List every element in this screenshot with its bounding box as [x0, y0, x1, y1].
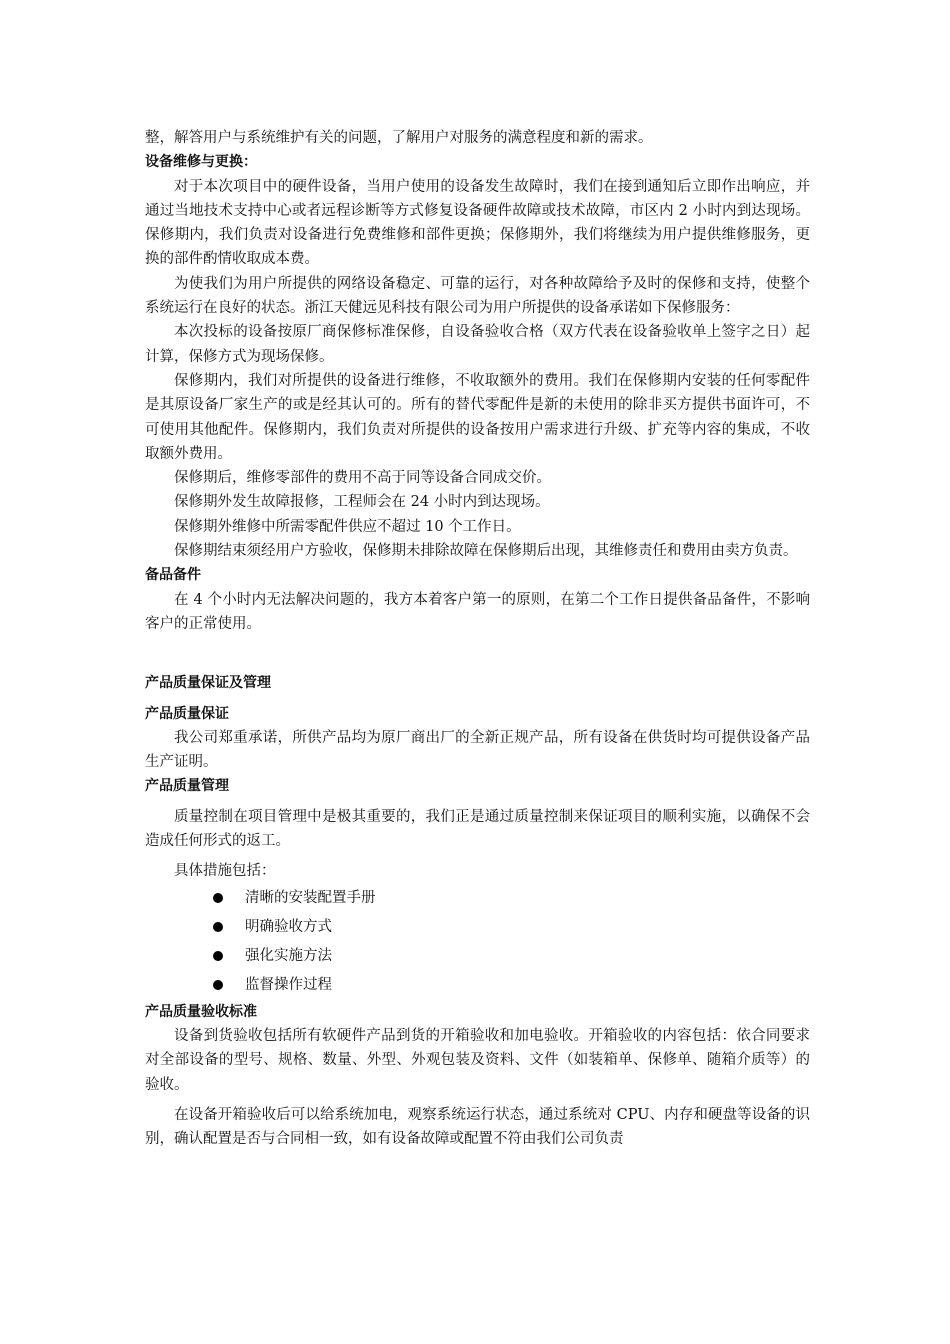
heading-maintenance: 设备维修与更换： [145, 154, 257, 171]
list-item: 监督操作过程 [145, 971, 810, 1000]
list-item: 强化实施方法 [145, 942, 810, 971]
maintenance-paragraph-7: 保修期外维修中所需零配件供应不超过 10 个工作日。 [174, 518, 521, 535]
spares-paragraph: 在 4 个小时内无法解决问题的，我方本着客户第一的原则，在第二个工作日提供备品备件，不影响客户的正常使用。 [145, 591, 810, 632]
bullet-icon [213, 951, 223, 961]
maintenance-paragraph-5: 保修期后，维修零部件的费用不高于同等设备合同成交价。 [174, 470, 551, 487]
bullet-icon [213, 922, 223, 932]
list-item: 清晰的安装配置手册 [145, 884, 810, 913]
acceptance-paragraph-2: 在设备开箱验收后可以给系统加电，观察系统运行状态，通过系统对 CPU、内存和硬盘等设备的识别，确认配置是否与合同相一致，如有设备故障或配置不符由我们公司负责 [145, 1106, 810, 1148]
bullet-icon [213, 980, 223, 990]
heading-quality-management: 产品质量管理 [145, 778, 229, 795]
maintenance-paragraph-4: 保修期内，我们对所提供的设备进行维修，不收取额外的费用。我们在保修期内安装的任何零配件是其原设备厂家生产的或是经其认可的。所有的替代零配件是新的未使用的除非买方提供书面许可，不可使用其他配件。保修期内，我们负责对所提供的设备按用户需求进行升级、扩充等内容的集成，不收取额外费用。 [145, 372, 810, 462]
section-spacer [145, 636, 810, 665]
quality-assurance-paragraph: 我公司郑重承诺，所供产品均为原厂商出厂的全新正规产品，所有设备在供货时均可提供设备产品生产证明。 [145, 729, 810, 771]
maintenance-paragraph-6: 保修期外发生故障报修，工程师会在 24 小时内到达现场。 [174, 494, 550, 511]
heading-quality-assurance: 产品质量保证 [145, 705, 229, 722]
maintenance-paragraph-3: 本次投标的设备按原厂商保修标准保修，自设备验收合格（双方代表在设备验收单上签字之日）起计算，保修方式为现场保修。 [145, 324, 810, 365]
acceptance-paragraph-1: 设备到货验收包括所有软硬件产品到货的开箱验收和加电验收。开箱验收的内容包括：依合同要求对全部设备的型号、规格、数量、外型、外观包装及资料、文件（如装箱单、保修单、随箱介质等）的验收。 [145, 1027, 810, 1093]
heading-acceptance: 产品质量验收标准 [145, 1003, 257, 1020]
document-body [145, 126, 810, 1151]
maintenance-paragraph-1: 对于本次项目中的硬件设备，当用户使用的设备发生故障时，我们在接到通知后立即作出响应，并通过当地技术支持中心或者远程诊断等方式修复设备硬件故障或技术故障，市区内 2 小时内到达现场。保修期内，我们负责对设备进行免费维修和部件更换；保修期外，我们将继续为用户提供维修服务，更换的部件酌情收取成本费。 [145, 178, 810, 268]
section-title-quality: 产品质量保证及管理 [145, 675, 271, 692]
intro-continuation: 整，解答用户与系统维护有关的问题，了解用户对服务的满意程度和新的需求。 [145, 130, 653, 146]
quality-management-paragraph: 质量控制在项目管理中是极其重要的，我们正是通过质量控制来保证项目的顺利实施，以确保不会造成任何形式的返工。 [145, 808, 810, 850]
maintenance-paragraph-2: 为使我们为用户所提供的网络设备稳定、可靠的运行，对各种故障给予及时的保修和支持，使整个系统运行在良好的状态。浙江天健远见科技有限公司为用户所提供的设备承诺如下保修服务： [145, 275, 810, 317]
heading-spares: 备品备件 [145, 567, 201, 584]
measures-intro: 具体措施包括： [174, 863, 276, 880]
measures-list [145, 884, 810, 1000]
list-item: 明确验收方式 [145, 913, 810, 942]
maintenance-paragraph-8: 保修期结束须经用户方验收，保修期未排除故障在保修期后出现，其维修责任和费用由卖方负责。 [174, 543, 798, 560]
bullet-icon [213, 893, 223, 903]
